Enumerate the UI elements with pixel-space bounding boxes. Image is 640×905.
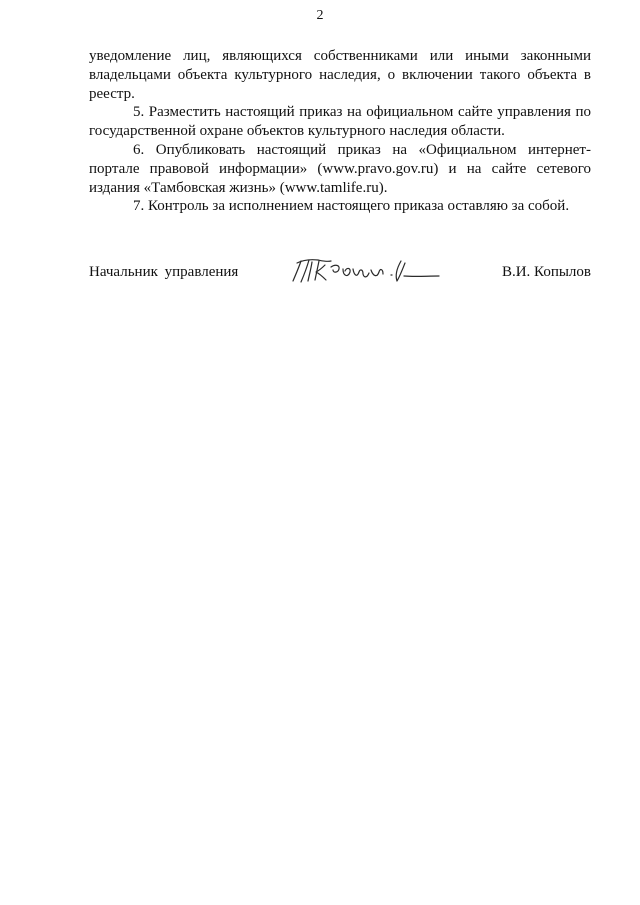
paragraph-item-7: 7. Контроль за исполнением настоящего приказа оставляю за собой. xyxy=(133,198,570,215)
position-title: Начальник управления xyxy=(89,264,239,280)
page-number: 2 xyxy=(316,8,324,23)
document-body xyxy=(89,47,591,216)
signature-block xyxy=(89,254,591,290)
paragraph-continuation: уведомление лиц, являющихся собственниками или иными законными владельцами объекта культурного наследия, о включении такого объекта в реестр. xyxy=(89,48,591,102)
paragraph-item-5: 5. Разместить настоящий приказ на официальном сайте управления по государственной охране объектов культурного наследия области. xyxy=(89,104,591,140)
paragraph-item-6: 6. Опубликовать настоящий приказ на «Официальном интернет-портале правовой информации» (www.pravo.gov.ru) и на сайте сетевого издания «Тамбовская жизнь» (www.tamlife.ru). xyxy=(89,141,591,196)
signer-name: В.И. Копылов xyxy=(501,264,591,280)
handwritten-signature xyxy=(287,254,447,288)
